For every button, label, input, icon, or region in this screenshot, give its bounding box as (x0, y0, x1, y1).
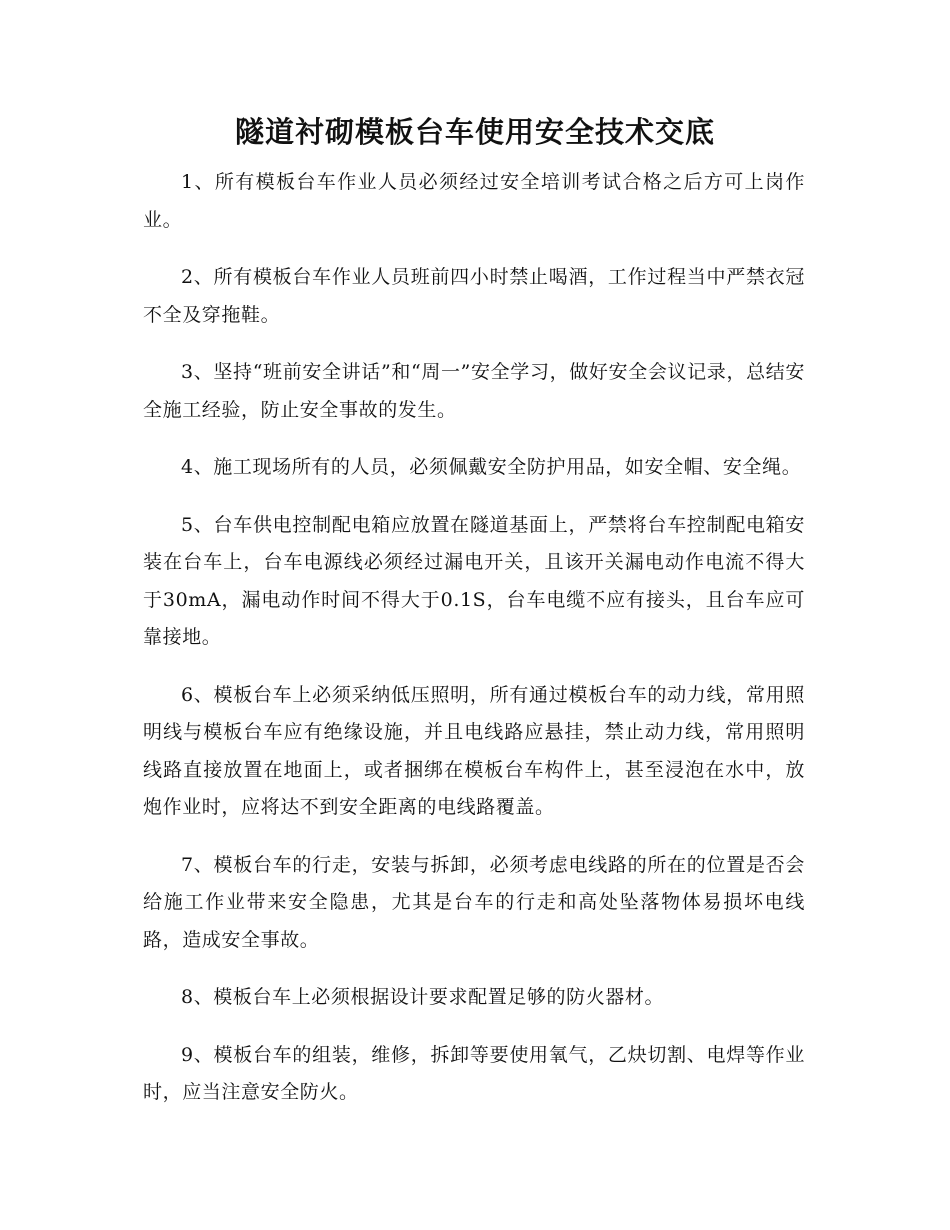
document-title: 隧道衬砌模板台车使用安全技术交底 (234, 115, 715, 149)
paragraph-9: 9、模板台车的组装，维修，拆卸等要使用氧气，乙炔切割、电焊等作业时，应当注意安全防火。 (143, 1043, 805, 1103)
paragraph-6: 6、模板台车上必须采纳低压照明，所有通过模板台车的动力线，常用照明线与模板台车应有绝缘设施，并且电线路应悬挂，禁止动力线，常用照明线路直接放置在地面上，或者捆绑在模板台车构件上，甚至浸泡在水中，放炮作业时，应将达不到安全距离的电线路覆盖。 (143, 683, 805, 818)
paragraph-5: 5、台车供电控制配电箱应放置在隧道基面上，严禁将台车控制配电箱安装在台车上，台车电源线必须经过漏电开关，且该开关漏电动作电流不得大于30mA，漏电动作时间不得大于0.1S，台车电缆不应有接头，且台车应可靠接地。 (143, 513, 805, 648)
document-body (143, 164, 805, 1132)
paragraph-2: 2、所有模板台车作业人员班前四小时禁止喝酒，工作过程当中严禁衣冠不全及穿拖鞋。 (143, 266, 805, 326)
paragraph-3: 3、坚持“班前安全讲话”和“周一”安全学习，做好安全会议记录，总结安全施工经验，防止安全事故的发生。 (143, 361, 805, 421)
paragraph-1: 1、所有模板台车作业人员必须经过安全培训考试合格之后方可上岗作业。 (143, 171, 805, 231)
paragraph-7: 7、模板台车的行走，安装与拆卸，必须考虑电线路的所在的位置是否会给施工作业带来安全隐患，尤其是台车的行走和高处坠落物体易损坏电线路，造成安全事故。 (143, 853, 805, 951)
paragraph-8: 8、模板台车上必须根据设计要求配置足够的防火器材。 (181, 986, 665, 1008)
paragraph-4: 4、施工现场所有的人员，必须佩戴安全防护用品，如安全帽、安全绳。 (181, 456, 802, 478)
